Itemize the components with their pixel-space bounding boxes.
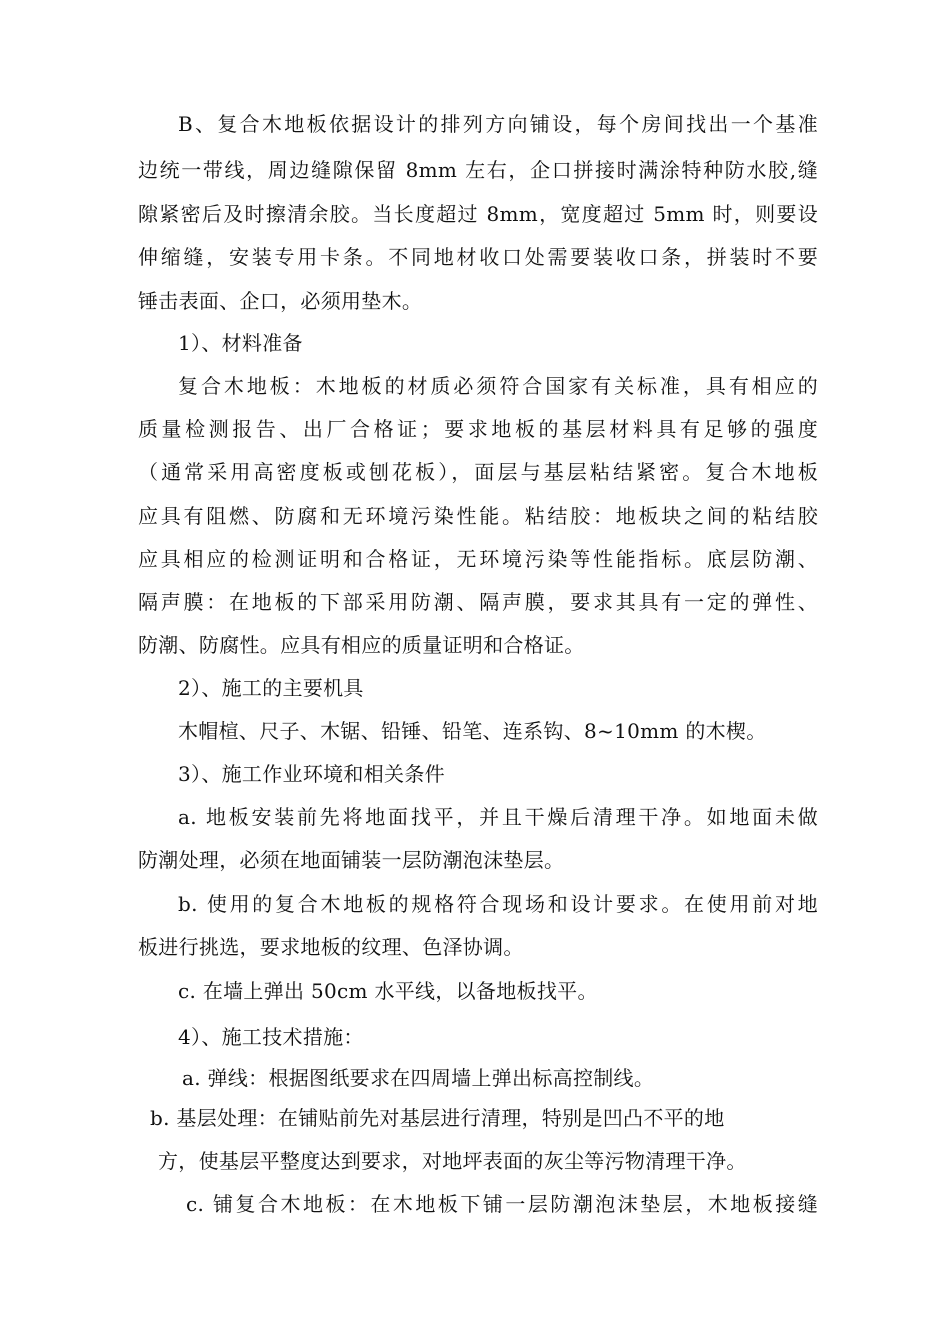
text-line: 应具相应的检测证明和合格证，无环境污染等性能指标。底层防潮、 [138, 547, 818, 571]
text-line: B、复合木地板依据设计的排列方向铺设，每个房间找出一个基准 [178, 112, 818, 136]
text-line: 质量检测报告、出厂合格证；要求地板的基层材料具有足够的强度 [138, 417, 818, 441]
text-line: 锤击表面、企口，必须用垫木。 [138, 289, 423, 313]
text-line: 隔声膜：在地板的下部采用防潮、隔声膜，要求其具有一定的弹性、 [138, 590, 818, 614]
text-line: 方，使基层平整度达到要求，对地坪表面的灰尘等污物清理干净。 [158, 1149, 747, 1173]
text-line: 防潮、防腐性。应具有相应的质量证明和合格证。 [138, 633, 585, 657]
text-line: 隙紧密后及时擦清余胶。当长度超过 8mm，宽度超过 5mm 时，则要设 [138, 202, 818, 226]
section-heading: 3）、施工作业环境和相关条件 [178, 762, 445, 786]
section-heading: 2）、施工的主要机具 [178, 676, 364, 700]
text-line: a. 弹线：根据图纸要求在四周墙上弹出标高控制线。 [182, 1066, 655, 1090]
section-heading: 4）、施工技术措施： [178, 1025, 364, 1049]
text-line: c. 铺复合木地板：在木地板下铺一层防潮泡沫垫层，木地板接缝 [186, 1192, 818, 1216]
text-line: 边统一带线，周边缝隙保留 8mm 左右，企口拼接时满涂特种防水胶,缝 [138, 158, 818, 182]
section-heading: 1）、材料准备 [178, 331, 303, 355]
text-line: 板进行挑选，要求地板的纹理、色泽协调。 [138, 935, 524, 959]
text-line: a. 地板安装前先将地面找平，并且干燥后清理干净。如地面未做 [178, 805, 818, 829]
text-line: （通常采用高密度板或刨花板），面层与基层粘结紧密。复合木地板 [138, 460, 818, 484]
text-line: 伸缩缝，安装专用卡条。不同地材收口处需要装收口条，拼装时不要 [138, 245, 818, 269]
text-line: b. 基层处理：在铺贴前先对基层进行清理，特别是凹凸不平的地 [150, 1106, 725, 1130]
text-line: 应具有阻燃、防腐和无环境污染性能。粘结胶：地板块之间的粘结胶 [138, 504, 818, 528]
text-line: b. 使用的复合木地板的规格符合现场和设计要求。在使用前对地 [178, 892, 818, 916]
text-line: c. 在墙上弹出 50cm 水平线，以备地板找平。 [178, 979, 598, 1003]
text-line: 防潮处理，必须在地面铺装一层防潮泡沫垫层。 [138, 848, 565, 872]
text-line: 木帽楦、尺子、木锯、铅锤、铅笔、连系钩、8~10mm 的木楔。 [178, 719, 767, 743]
text-line: 复合木地板：木地板的材质必须符合国家有关标准，具有相应的 [178, 374, 818, 398]
